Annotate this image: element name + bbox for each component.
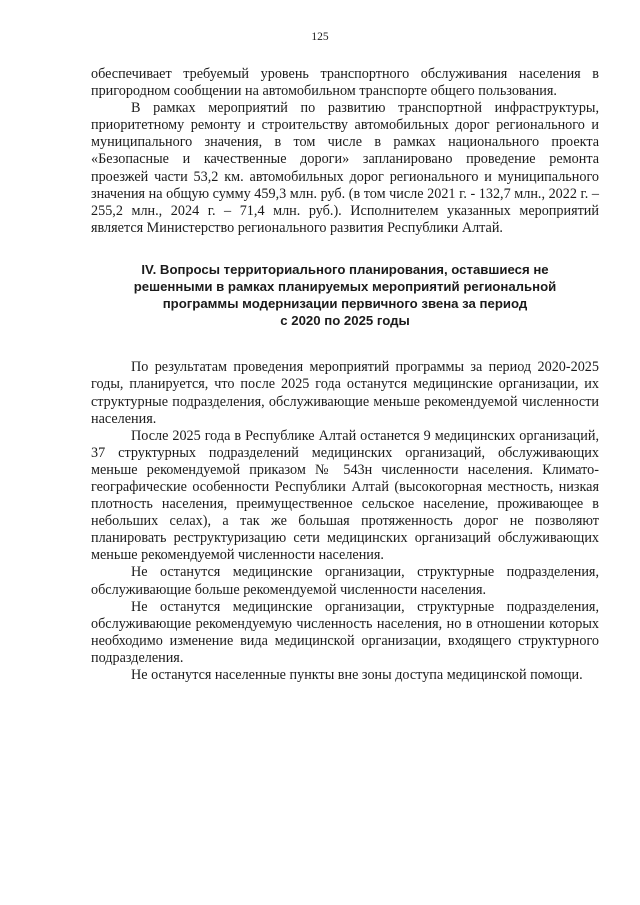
paragraph-access-zone: Не останутся населенные пункты вне зоны доступа медицинской помощи. bbox=[131, 667, 583, 683]
paragraph-type-change: Не останутся медицинские организации, структурные подразделения, обслуживающие рекомендуемую численность населения, но в отношении которых необходимо изменение вида медицинской организации, входящего структурного подразделения. bbox=[91, 598, 599, 666]
paragraph-results: По результатам проведения мероприятий программы за период 2020-2025 годы, планируется, что после 2025 года останутся медицинские организации, их структурные подразделения, обслуживающие меньше рекомендуемой численности населения. bbox=[91, 359, 599, 427]
paragraph-continuation: обеспечивает требуемый уровень транспортного обслуживания населения в пригородном сообщении на автомобильном транспорте общего пользования. bbox=[91, 66, 599, 100]
document-body bbox=[91, 66, 599, 684]
section-heading-line: решенными в рамках планируемых мероприятий региональной bbox=[133, 279, 557, 295]
page-number: 125 bbox=[311, 31, 329, 43]
section-heading-line: программы модернизации первичного звена за период bbox=[162, 296, 528, 312]
paragraph-transport-infrastructure: В рамках мероприятий по развитию транспортной инфраструктуры, приоритетному ремонту и строительству автомобильных дорог регионального и муниципального значения, в том числе в рамках национального проекта «Безопасные и качественные дороги» запланировано проведение ремонта проезжей части 53,2 км. автомобильных дорог регионального и муниципального значения на общую сумму 459,3 млн. руб. (в том числе 2021 г. - 132,7 млн., 2022 г. – 255,2 млн., 2024 г. – 71,4 млн. руб.). Исполнителем указанных мероприятий является Министерство регионального развития Республики Алтай. bbox=[91, 100, 599, 236]
section-heading-line: IV. Вопросы территориального планирования, оставшиеся не bbox=[141, 261, 549, 277]
paragraph-above-recommended: Не останутся медицинские организации, структурные подразделения, обслуживающие больше рекомендуемой численности населения. bbox=[91, 564, 599, 598]
section-heading bbox=[91, 261, 599, 329]
paragraph-after-2025: После 2025 года в Республике Алтай останется 9 медицинских организаций, 37 структурных подразделений медицинских организаций, обслуживающих меньше рекомендуемой приказом № 543н численности населения. Климато-географические особенности Республики Алтай (высокогорная местность, низкая плотность населения, преимущественное сельское население, проживающее в небольших селах), а так же большая протяженность дорог не позволяют планировать реструктуризацию сети медицинских организаций обслуживающих меньше рекомендуемой численности населения. bbox=[91, 427, 599, 564]
section-heading-line: с 2020 по 2025 годы bbox=[280, 313, 410, 329]
